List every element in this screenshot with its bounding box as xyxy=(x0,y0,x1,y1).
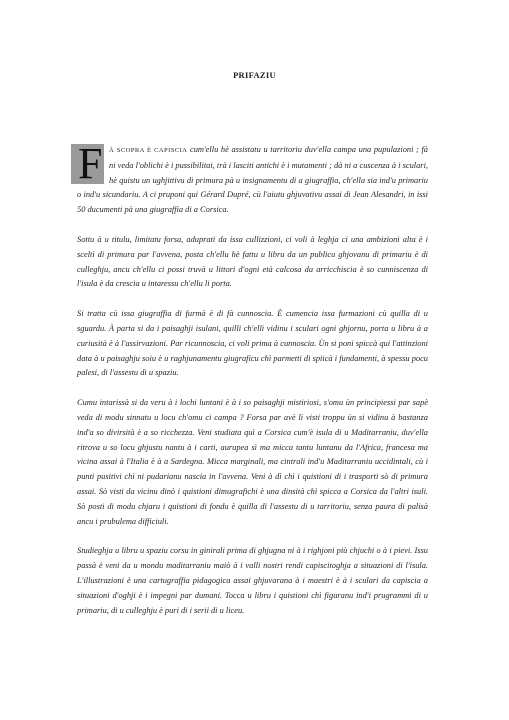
lead-smallcaps: À SCOPRA È CAPISCIA xyxy=(109,147,188,154)
intro-paragraph xyxy=(77,139,428,218)
page-title: PRIFAZIU xyxy=(233,70,276,80)
paragraph: Sottu à u titulu, limitatu forsa, aduprati da issa cullizzioni, ci voli à leghja ci una ambizioni alta è i sceltì di primura par l'avvena, posta ch'ellu hè fattu u libru da un publicu ghjovanu di primariu è di culleghju, ancu ch'ellu ci possi truvà u littori d'ogni età calcosa da arricchiscia è so cunniscenza di l'isula è da crescia u intaressu ch'ellu li porta. xyxy=(77,234,428,289)
paragraph: Cumu intarissà si da veru à i lochi luntani è à i so paisaghji mistiriosi, s'omu ùn principiessi par sapè veda di modu sinnatu u locu ch'omu ci campa ? Forsa par avè lì visti troppu ùn si vidinu à bastanza ind'a so divirsità è a so ricchezza. Veni studiata quì a Corsica cum'è isula di u Maditarraniu, duv'ella ritrova u so locu ghjustu nantu à i carti, aurupea sì ma micca tantu luntanu da l'Africa, francesa ma vicina assai à l'Italia è à a Sardegna. Micca marginali, ma cintrali ind'u Maditarraniu uccidintali, cù i punti pusitivi chì ni pudarianu nascia in l'avvena. Veni à dì chì i quistioni di i trasporti sò di primura assai. Sò visti da vicinu dinò i quistioni dimugrafichi è una dinsità chì spicca a Corsica da l'altri isuli. Sò posti di modu chjaru i quistioni di fondu è quilla di l'assestu di u tarritoriu, senza paura di palisà ancu i prubulema difficiuli. xyxy=(77,398,428,526)
paragraph: Si tratta cù issa giugraffia di furmà è di fà cunnoscia. È cumencia issa furmazioni cù quilla di u sguardu. À parta si da i paisaghji isulani, quilli ch'elli vidinu i sculari ogni ghjornu, porta u libru à a curiusità è à l'assirvazioni. Par ricunnoscia, ci voli prima à cunnoscia. Ùn si poni spiccà qui l'attinzioni data à u paisaghju soiu è u raghjunamentu giugraficu chì parmetti di spiicà i fundamenti, à spessu pocu palesi, di l'assestu di u spaziu. xyxy=(77,309,428,378)
paragraph: Studieghja u libru u spaziu corsu in ginirali prima di ghjugna ni à i righjoni più chjuchi o à i pievi. Issu passà è veni da u mondu maditarraniu maiò à i valli nostri rendi capiscitoghja a situazioni di l'isula. L'illustrazioni è una cartugraffia pidagogica assai ghjuvarana à i maestri è à i sculari da capiscia a situazioni d'oghji è i impegni par dumani. Tocca u libru i quistioni chì figuranu ind'i prugrammi di u primariu, di u culleghju è puri di i serii di u liceu. xyxy=(77,546,428,615)
drop-cap-letter: F xyxy=(78,139,103,188)
text-body xyxy=(77,139,428,633)
drop-cap xyxy=(71,139,104,188)
intro-text: cum'ellu hè assistatu u tarritoriu duv'ella campa una pupulazioni ; fà ni veda l'oblichi è i pussibilitai, trà i lasciti antichi è i mutamenti ; dà ni a cuscenza à i sculari, hè quistu un ughjittivu di primura pà u insignamentu di a giugraffia, ch'ella sia ind'u primariu o ind'u sicundariu. A ci pruponi qui Gérard Dupré, cù l'aiutu ghjuvativu assai di Jean Alesandri, in issi 50 ducumenti pà una giugraffia di a Corsica. xyxy=(77,145,428,215)
